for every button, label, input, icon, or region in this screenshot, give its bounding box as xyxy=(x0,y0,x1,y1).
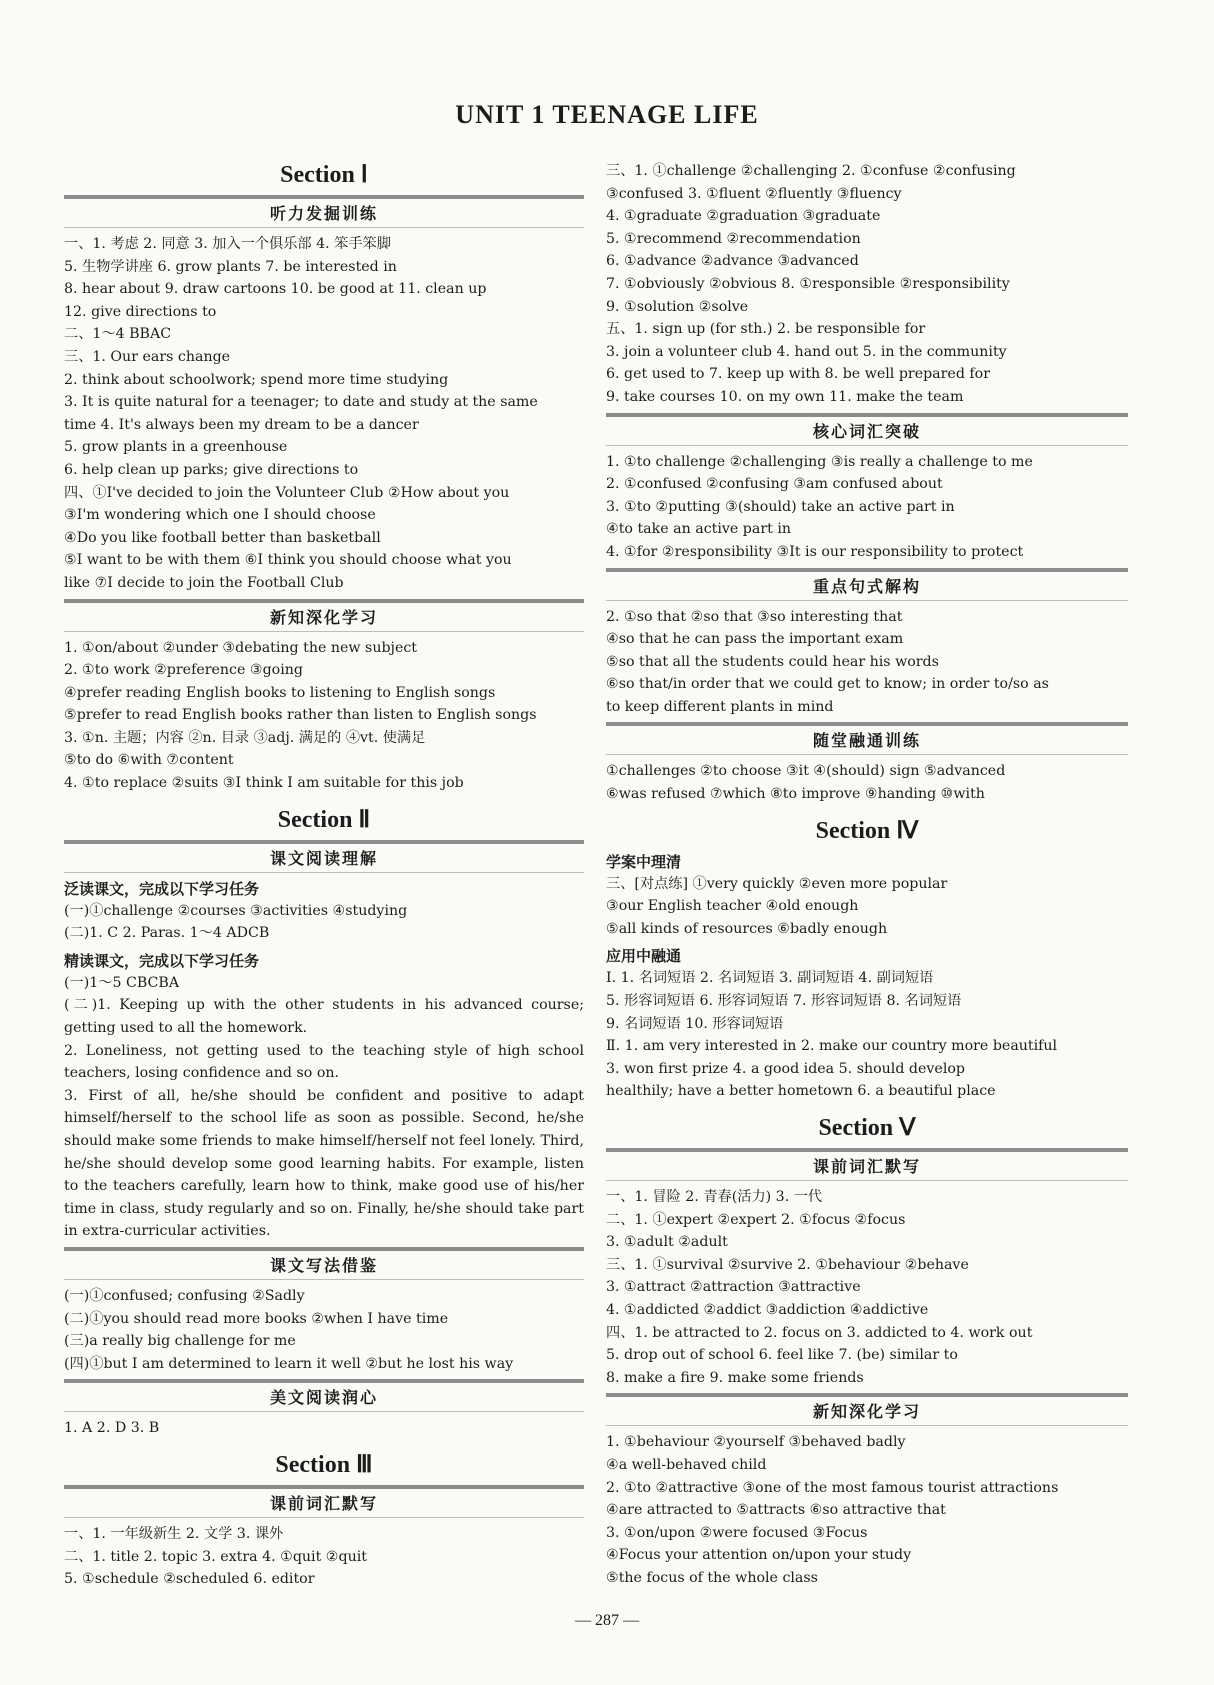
answer-line: time 4. It's always been my dream to be a dancer xyxy=(64,416,419,433)
answer-line: 3. won first prize 4. a good idea 5. should develop xyxy=(606,1060,965,1077)
intensive-reading-para1: (二)1. Keeping up with the other students in his advanced course; getting used to all the homework. xyxy=(64,997,584,1037)
answer-line: ⑥so that/in order that we could get to know; in order to/so as xyxy=(606,676,1049,693)
band-beautiful-reading: 美文阅读润心 xyxy=(64,1379,584,1412)
answer-line: 5. 生物学讲座 6. grow plants 7. be interested in xyxy=(64,258,397,275)
answer-line: 3. ①to ②putting ③(should) take an active part in xyxy=(606,498,955,515)
answer-line: (三)a really big challenge for me xyxy=(64,1333,296,1350)
answer-line: ④prefer reading English books to listening to English songs xyxy=(64,684,496,701)
writing-answers xyxy=(64,1285,584,1375)
band-listening-training: 听力发掘训练 xyxy=(64,195,584,228)
answer-line: 2. ①to work ②preference ③going xyxy=(64,662,303,679)
extensive-reading-heading: 泛读课文，完成以下学习任务 xyxy=(64,879,260,898)
answer-line: (二)1. C 2. Paras. 1～4 ADCB xyxy=(64,925,270,942)
answer-line: 三、[对点练] ①very quickly ②even more popular xyxy=(606,875,948,892)
answer-line: ③confused 3. ①fluent ②fluently ③fluency xyxy=(606,185,902,202)
answer-line: 三、1. Our ears change xyxy=(64,348,231,365)
listening-answers xyxy=(64,233,584,595)
answer-line: 二、1. ①expert ②expert 2. ①focus ②focus xyxy=(606,1211,906,1228)
band-vocab-dictation-2: 课前词汇默写 xyxy=(606,1148,1128,1181)
answer-line: like ⑦I decide to join the Football Club xyxy=(64,574,344,591)
answer-line: 三、1. ①survival ②survive 2. ①behaviour ②behave xyxy=(606,1256,969,1273)
section-3-heading: Section Ⅲ xyxy=(275,1451,373,1478)
answer-line: (四)①but I am determined to learn it well ②but he lost his way xyxy=(64,1355,514,1372)
answer-line: (一)①confused; confusing ②Sadly xyxy=(64,1287,305,1304)
answer-line: 1. ①to challenge ②challenging ③is really a challenge to me xyxy=(606,453,1033,470)
key-sentence-answers xyxy=(606,606,1128,719)
answer-line: ⑤the focus of the whole class xyxy=(606,1569,818,1586)
band-new-knowledge-2: 新知深化学习 xyxy=(606,1393,1128,1426)
answer-line: 12. give directions to xyxy=(64,303,217,320)
left-column xyxy=(64,150,584,1591)
section-1-heading: Section Ⅰ xyxy=(280,162,368,188)
answer-line: healthily; have a better hometown 6. a beautiful place xyxy=(606,1083,996,1100)
answer-line: 二、1～4 BBAC xyxy=(64,326,172,343)
band-writing-reference: 课文写法借鉴 xyxy=(64,1247,584,1280)
answer-line: 五、1. sign up (for sth.) 2. be responsible for xyxy=(606,321,926,338)
answer-line: ⑥was refused ⑦which ⑧to improve ⑨handing ⑩with xyxy=(606,786,985,803)
answer-line: 8. hear about 9. draw cartoons 10. be good at 11. clean up xyxy=(64,281,487,298)
answer-line: 4. ①addicted ②addict ③addiction ④addictive xyxy=(606,1301,929,1318)
answer-line: 2. ①confused ②confusing ③am confused about xyxy=(606,476,943,493)
section-5-heading: Section Ⅴ xyxy=(818,1115,916,1141)
answer-line: 5. ①schedule ②scheduled 6. editor xyxy=(64,1571,315,1588)
answer-line: to keep different plants in mind xyxy=(606,698,834,715)
answer-line: ⑤I want to be with them ⑥I think you should choose what you xyxy=(64,552,512,569)
answer-line: ③I'm wondering which one I should choose xyxy=(64,507,376,524)
page-title: UNIT 1 TEENAGE LIFE xyxy=(455,100,759,129)
answer-line: 2. ①so that ②so that ③so interesting that xyxy=(606,608,903,625)
band-new-knowledge: 新知深化学习 xyxy=(64,599,584,632)
answer-line: (一)①challenge ②courses ③activities ④studying xyxy=(64,902,408,919)
answer-line: 三、1. ①challenge ②challenging 2. ①confuse ②confusing xyxy=(606,163,1016,179)
answer-line: 1. ①behaviour ②yourself ③behaved badly xyxy=(606,1434,906,1451)
answer-line: ⑤to do ⑥with ⑦content xyxy=(64,752,234,769)
vocab-dictation-answers xyxy=(64,1523,584,1591)
class-drill-answers xyxy=(606,760,1128,805)
learning-plan-answers xyxy=(606,873,1128,941)
band-vocab-dictation: 课前词汇默写 xyxy=(64,1485,584,1518)
band-class-drill: 随堂融通训练 xyxy=(606,722,1128,755)
answer-line: 5. 形容词短语 6. 形容词短语 7. 形容词短语 8. 名词短语 xyxy=(606,993,962,1010)
answer-line: 3. It is quite natural for a teenager; to date and study at the same xyxy=(64,394,538,411)
answer-line: 2. ①to ②attractive ③one of the most famous tourist attractions xyxy=(606,1479,1059,1496)
vocab-dictation-2-answers xyxy=(606,1186,1128,1389)
intensive-reading-part1: (一)1～5 CBCBA xyxy=(64,974,180,991)
extensive-reading-answers xyxy=(64,900,584,945)
answer-line: 5. grow plants in a greenhouse xyxy=(64,439,288,456)
band-text-reading: 课文阅读理解 xyxy=(64,840,584,873)
answer-line: 4. ①for ②responsibility ③It is our responsibility to protect xyxy=(606,543,1024,560)
answer-line: 9. ①solution ②solve xyxy=(606,298,749,315)
section-4-heading: Section Ⅳ xyxy=(815,817,919,844)
band-key-sentences: 重点句式解构 xyxy=(606,568,1128,601)
answer-line: 3. ①adult ②adult xyxy=(606,1234,728,1251)
answer-line: Ⅱ. 1. am very interested in 2. make our country more beautiful xyxy=(606,1038,1058,1055)
answer-line: ④are attracted to ⑤attracts ⑥so attractive that xyxy=(606,1502,946,1519)
answer-line: 4. ①to replace ②suits ③I think I am suitable for this job xyxy=(64,775,464,792)
answer-line: 6. ①advance ②advance ③advanced xyxy=(606,253,859,270)
answer-line: ⑤so that all the students could hear his words xyxy=(606,653,939,670)
answer-line: 2. think about schoolwork; spend more time studying xyxy=(64,371,449,388)
new-knowledge-answers xyxy=(64,637,584,795)
application-answers xyxy=(606,967,1128,1103)
core-vocab-answers xyxy=(606,451,1128,564)
right-column xyxy=(606,160,1128,1590)
intensive-reading-heading: 精读课文，完成以下学习任务 xyxy=(64,951,260,970)
answer-line: ④Do you like football better than basketball xyxy=(64,529,381,546)
answer-line: 一、1. 考虑 2. 同意 3. 加入一个俱乐部 4. 笨手笨脚 xyxy=(64,236,391,252)
answer-line: 8. make a fire 9. make some friends xyxy=(606,1369,864,1386)
answer-line: ⑤all kinds of resources ⑥badly enough xyxy=(606,920,888,937)
answer-line: 1. ①on/about ②under ③debating the new subject xyxy=(64,639,417,656)
answer-line: 3. ①attract ②attraction ③attractive xyxy=(606,1279,861,1296)
intensive-reading-para3: 3. First of all, he/she should be confident and positive to adapt himself/herself to the school life as soon as possible. Second, he/she should make some friends to make himself/herself not feel lonely. Third, he/she should develop some good learning habits. For example, listen to the teachers carefully, learn how to think, make good use of his/her time in class, study regularly and so on. Finally, he/she should take part in extra-curricular activities. xyxy=(64,1087,584,1240)
answer-line: ④Focus your attention on/upon your study xyxy=(606,1547,912,1564)
page-number: — 287 — xyxy=(575,1612,639,1629)
band-core-vocab: 核心词汇突破 xyxy=(606,413,1128,446)
answer-line: 4. ①graduate ②graduation ③graduate xyxy=(606,208,881,225)
answer-line: 7. ①obviously ②obvious 8. ①responsible ②responsibility xyxy=(606,275,1010,292)
new-knowledge-2-answers xyxy=(606,1431,1128,1589)
answer-line: 四、①I've decided to join the Volunteer Club ②How about you xyxy=(64,484,510,501)
answer-line: ④to take an active part in xyxy=(606,521,792,538)
answer-line: (二)①you should read more books ②when I have time xyxy=(64,1310,449,1327)
answer-line: 四、1. be attracted to 2. focus on 3. addicted to 4. work out xyxy=(606,1324,1033,1341)
answer-line: 6. get used to 7. keep up with 8. be well prepared for xyxy=(606,366,990,383)
answer-line: 二、1. title 2. topic 3. extra 4. ①quit ②quit xyxy=(64,1548,367,1565)
answer-line: 3. join a volunteer club 4. hand out 5. in the community xyxy=(606,343,1007,360)
application-heading: 应用中融通 xyxy=(606,947,682,966)
learning-plan-heading: 学案中理清 xyxy=(606,852,682,871)
answer-line: 3. ①on/upon ②were focused ③Focus xyxy=(606,1524,868,1541)
answer-line: 5. drop out of school 6. feel like 7. (be) similar to xyxy=(606,1347,958,1364)
answer-line: ④so that he can pass the important exam xyxy=(606,631,904,648)
intensive-reading-para2: 2. Loneliness, not getting used to the teaching style of high school teachers, losing confidence and so on. xyxy=(64,1042,584,1082)
answer-line: ④a well-behaved child xyxy=(606,1456,767,1473)
answer-line: ③our English teacher ④old enough xyxy=(606,898,859,915)
answer-line: 一、1. 冒险 2. 青春(活力) 3. 一代 xyxy=(606,1189,823,1205)
beautiful-reading-answers: 1. A 2. D 3. B xyxy=(64,1420,160,1437)
section-3-vocab-continued xyxy=(606,160,1128,409)
answer-line: 5. ①recommend ②recommendation xyxy=(606,230,861,247)
answer-line: ①challenges ②to choose ③it ④(should) sign ⑤advanced xyxy=(606,763,1006,780)
answer-line: 一、1. 一年级新生 2. 文学 3. 课外 xyxy=(64,1525,284,1542)
answer-line: 6. help clean up parks; give directions to xyxy=(64,461,359,478)
answer-line: 9. 名词短语 10. 形容词短语 xyxy=(606,1015,784,1032)
answer-line: 3. ①n. 主题；内容 ②n. 目录 ③adj. 满足的 ④vt. 使满足 xyxy=(64,729,426,746)
answer-line: Ⅰ. 1. 名词短语 2. 名词短语 3. 副词短语 4. 副词短语 xyxy=(606,970,934,987)
section-2-heading: Section Ⅱ xyxy=(277,806,371,833)
answer-line: ⑤prefer to read English books rather than listen to English songs xyxy=(64,707,537,724)
answer-line: 9. take courses 10. on my own 11. make the team xyxy=(606,388,964,405)
